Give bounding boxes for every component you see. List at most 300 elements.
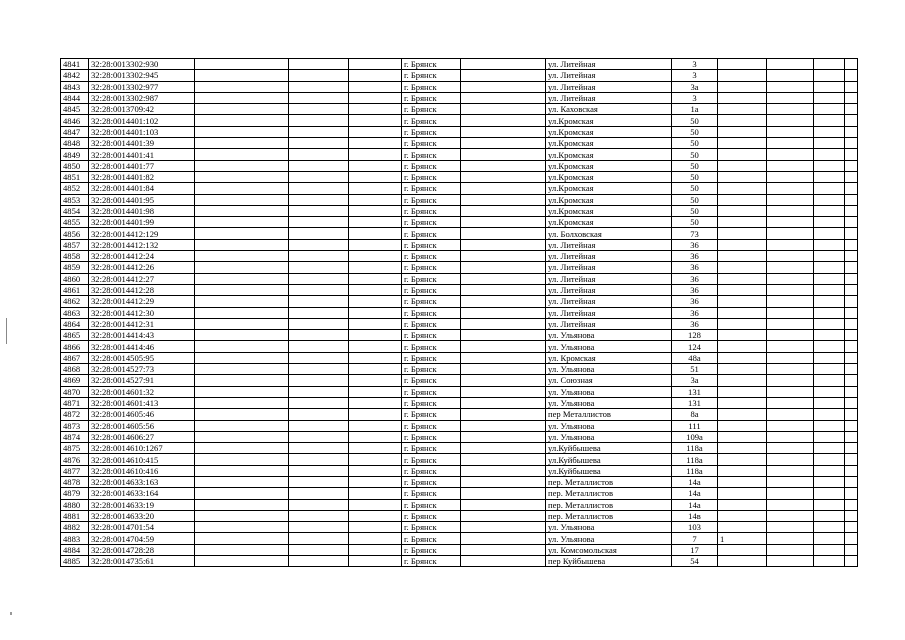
street: ул. Ульянова [546,533,672,544]
flat-number [718,330,767,341]
empty-cell [289,296,349,307]
row-number: 4851 [61,171,89,182]
flat-number [718,454,767,465]
cadastral-number: 32:28:0013709:42 [89,104,195,115]
house-number: 50 [672,138,718,149]
empty-cell [195,104,289,115]
city: г. Брянск [402,544,461,555]
city: г. Брянск [402,556,461,567]
empty-cell [845,262,858,273]
house-number: 50 [672,183,718,194]
empty-cell [289,397,349,408]
house-number: 3 [672,70,718,81]
flat-number [718,386,767,397]
city: г. Брянск [402,160,461,171]
empty-cell [767,556,814,567]
empty-cell [845,126,858,137]
empty-cell [349,296,402,307]
empty-cell [814,510,845,521]
empty-cell [767,217,814,228]
empty-cell [814,239,845,250]
empty-cell [767,330,814,341]
empty-cell [845,296,858,307]
empty-cell [461,81,546,92]
row-number: 4880 [61,499,89,510]
empty-cell [289,284,349,295]
empty-cell [195,81,289,92]
empty-cell [349,239,402,250]
city: г. Брянск [402,273,461,284]
empty-cell [814,307,845,318]
flat-number [718,126,767,137]
empty-cell [767,284,814,295]
row-number: 4871 [61,397,89,408]
cadastral-number: 32:28:0014401:77 [89,160,195,171]
empty-cell [289,171,349,182]
house-number: 54 [672,556,718,567]
empty-cell [289,251,349,262]
empty-cell [845,522,858,533]
empty-cell [767,183,814,194]
table-row [61,375,858,386]
flat-number [718,273,767,284]
cadastral-number: 32:28:0014414:43 [89,330,195,341]
empty-cell [349,138,402,149]
city: г. Брянск [402,251,461,262]
empty-cell [845,307,858,318]
city: г. Брянск [402,443,461,454]
house-number: 36 [672,239,718,250]
street: ул. Литейная [546,262,672,273]
city: г. Брянск [402,454,461,465]
empty-cell [289,273,349,284]
row-number: 4876 [61,454,89,465]
cadastral-number: 32:28:0014728:28 [89,544,195,555]
empty-cell [195,476,289,487]
table-row [61,296,858,307]
empty-cell [461,364,546,375]
empty-cell [461,239,546,250]
table-row [61,251,858,262]
empty-cell [349,262,402,273]
flat-number [718,171,767,182]
street: ул. Литейная [546,307,672,318]
empty-cell [461,307,546,318]
empty-cell [814,409,845,420]
flat-number [718,499,767,510]
cadastral-number: 32:28:0014401:98 [89,205,195,216]
table-row [61,397,858,408]
empty-cell [195,443,289,454]
empty-cell [814,194,845,205]
city: г. Брянск [402,81,461,92]
empty-cell [461,431,546,442]
empty-cell [289,476,349,487]
empty-cell [195,126,289,137]
empty-cell [349,228,402,239]
empty-cell [349,273,402,284]
house-number: 50 [672,149,718,160]
flat-number [718,149,767,160]
empty-cell [349,341,402,352]
cadastral-number: 32:28:0014601:32 [89,386,195,397]
empty-cell [814,138,845,149]
row-number: 4885 [61,556,89,567]
row-number: 4843 [61,81,89,92]
empty-cell [767,104,814,115]
table-row [61,149,858,160]
house-number: 51 [672,364,718,375]
table-row [61,307,858,318]
house-number: 50 [672,217,718,228]
empty-cell [461,375,546,386]
flat-number [718,251,767,262]
empty-cell [289,330,349,341]
street: ул. Ульянова [546,330,672,341]
table-row [61,352,858,363]
city: г. Брянск [402,104,461,115]
table-row [61,443,858,454]
empty-cell [845,375,858,386]
cadastral-number: 32:28:0013302:977 [89,81,195,92]
empty-cell [845,533,858,544]
empty-cell [349,499,402,510]
house-number: 124 [672,341,718,352]
empty-cell [289,115,349,126]
empty-cell [461,488,546,499]
empty-cell [195,420,289,431]
street: ул.Кромская [546,183,672,194]
empty-cell [195,352,289,363]
house-number: 50 [672,126,718,137]
empty-cell [461,70,546,81]
city: г. Брянск [402,194,461,205]
city: г. Брянск [402,510,461,521]
cadastral-number: 32:28:0014401:99 [89,217,195,228]
flat-number [718,284,767,295]
flat-number [718,318,767,329]
empty-cell [814,522,845,533]
house-number: 17 [672,544,718,555]
empty-cell [767,205,814,216]
house-number: 3 [672,59,718,70]
city: г. Брянск [402,205,461,216]
street: ул.Кромская [546,194,672,205]
house-number: 14а [672,476,718,487]
empty-cell [349,92,402,103]
street: ул. Ульянова [546,341,672,352]
city: г. Брянск [402,341,461,352]
city: г. Брянск [402,431,461,442]
cadastral-number: 32:28:0014412:26 [89,262,195,273]
cadastral-number: 32:28:0014701:54 [89,522,195,533]
empty-cell [195,330,289,341]
street: ул.Кромская [546,160,672,171]
empty-cell [767,431,814,442]
empty-cell [845,443,858,454]
cadastral-number: 32:28:0014414:46 [89,341,195,352]
empty-cell [195,92,289,103]
empty-cell [845,499,858,510]
flat-number [718,364,767,375]
street: ул. Ульянова [546,364,672,375]
flat-number [718,341,767,352]
city: г. Брянск [402,183,461,194]
empty-cell [349,544,402,555]
empty-cell [845,341,858,352]
city: г. Брянск [402,217,461,228]
empty-cell [845,59,858,70]
empty-cell [195,217,289,228]
empty-cell [814,533,845,544]
empty-cell [767,476,814,487]
flat-number [718,375,767,386]
empty-cell [349,126,402,137]
empty-cell [195,544,289,555]
empty-cell [461,420,546,431]
empty-cell [349,364,402,375]
empty-cell [814,341,845,352]
flat-number [718,138,767,149]
street: ул. Ульянова [546,431,672,442]
empty-cell [461,397,546,408]
empty-cell [814,104,845,115]
street: ул. Ульянова [546,420,672,431]
empty-cell [767,149,814,160]
city: г. Брянск [402,262,461,273]
flat-number [718,217,767,228]
cadastral-number: 32:28:0014412:132 [89,239,195,250]
empty-cell [289,205,349,216]
street: ул.Куйбышева [546,454,672,465]
empty-cell [845,465,858,476]
empty-cell [195,183,289,194]
empty-cell [845,386,858,397]
empty-cell [289,341,349,352]
flat-number [718,160,767,171]
table-row [61,454,858,465]
empty-cell [767,510,814,521]
street: ул.Куйбышева [546,443,672,454]
flat-number [718,397,767,408]
empty-cell [461,262,546,273]
empty-cell [349,307,402,318]
house-number: 48а [672,352,718,363]
empty-cell [289,228,349,239]
empty-cell [845,273,858,284]
row-number: 4873 [61,420,89,431]
empty-cell [349,59,402,70]
flat-number: 1 [718,533,767,544]
empty-cell [349,104,402,115]
street: ул. Литейная [546,284,672,295]
flat-number [718,522,767,533]
empty-cell [195,262,289,273]
empty-cell [289,217,349,228]
empty-cell [349,81,402,92]
empty-cell [461,499,546,510]
cadastral-number: 32:28:0014606:27 [89,431,195,442]
empty-cell [289,556,349,567]
city: г. Брянск [402,171,461,182]
house-number: 1а [672,104,718,115]
empty-cell [195,510,289,521]
empty-cell [289,465,349,476]
city: г. Брянск [402,318,461,329]
house-number: 118а [672,443,718,454]
empty-cell [349,409,402,420]
table-row [61,273,858,284]
empty-cell [814,251,845,262]
flat-number [718,70,767,81]
empty-cell [845,171,858,182]
empty-cell [461,409,546,420]
flat-number [718,183,767,194]
empty-cell [814,273,845,284]
street: ул. Ульянова [546,386,672,397]
street: ул. Литейная [546,318,672,329]
empty-cell [845,364,858,375]
cadastral-number: 32:28:0014605:46 [89,409,195,420]
empty-cell [349,284,402,295]
empty-cell [349,431,402,442]
empty-cell [289,160,349,171]
empty-cell [461,59,546,70]
empty-cell [289,510,349,521]
row-number: 4841 [61,59,89,70]
empty-cell [767,341,814,352]
row-number: 4856 [61,228,89,239]
table-row [61,205,858,216]
empty-cell [814,397,845,408]
empty-cell [814,217,845,228]
flat-number [718,556,767,567]
city: г. Брянск [402,228,461,239]
empty-cell [289,386,349,397]
house-number: 36 [672,251,718,262]
empty-cell [195,284,289,295]
empty-cell [767,296,814,307]
empty-cell [349,115,402,126]
house-number: 131 [672,397,718,408]
table-row [61,420,858,431]
empty-cell [814,420,845,431]
house-number: 50 [672,115,718,126]
street: ул. Литейная [546,296,672,307]
empty-cell [461,330,546,341]
empty-cell [349,510,402,521]
row-number: 4869 [61,375,89,386]
empty-cell [845,115,858,126]
empty-cell [195,194,289,205]
empty-cell [289,352,349,363]
cadastral-number: 32:28:0014704:59 [89,533,195,544]
empty-cell [349,397,402,408]
cadastral-number: 32:28:0014412:30 [89,307,195,318]
table-row [61,330,858,341]
street: ул. Каховская [546,104,672,115]
flat-number [718,59,767,70]
city: г. Брянск [402,488,461,499]
cadastral-number: 32:28:0014412:27 [89,273,195,284]
empty-cell [289,318,349,329]
street: ул. Комсомольская [546,544,672,555]
table-row [61,126,858,137]
flat-number [718,228,767,239]
house-number: 111 [672,420,718,431]
street: ул. Ульянова [546,397,672,408]
house-number: 118а [672,454,718,465]
empty-cell [845,420,858,431]
row-number: 4858 [61,251,89,262]
flat-number [718,465,767,476]
city: г. Брянск [402,364,461,375]
house-number: 36 [672,318,718,329]
flat-number [718,431,767,442]
empty-cell [195,138,289,149]
street: ул. Ульянова [546,522,672,533]
empty-cell [767,488,814,499]
empty-cell [289,522,349,533]
empty-cell [767,194,814,205]
empty-cell [349,183,402,194]
row-number: 4845 [61,104,89,115]
city: г. Брянск [402,149,461,160]
cadastral-number: 32:28:0014633:163 [89,476,195,487]
house-number: 50 [672,194,718,205]
city: г. Брянск [402,522,461,533]
cadastral-number: 32:28:0013302:987 [89,92,195,103]
street: пер Металлистов [546,409,672,420]
empty-cell [845,556,858,567]
row-number: 4877 [61,465,89,476]
empty-cell [461,149,546,160]
street: ул. Болховская [546,228,672,239]
empty-cell [461,284,546,295]
empty-cell [195,149,289,160]
registry-body [61,59,858,567]
empty-cell [461,115,546,126]
row-number: 4860 [61,273,89,284]
empty-cell [767,375,814,386]
row-number: 4865 [61,330,89,341]
table-row [61,92,858,103]
table-row [61,386,858,397]
row-number: 4867 [61,352,89,363]
empty-cell [461,544,546,555]
empty-cell [349,556,402,567]
empty-cell [195,171,289,182]
empty-cell [289,499,349,510]
empty-cell [461,92,546,103]
city: г. Брянск [402,307,461,318]
city: г. Брянск [402,138,461,149]
empty-cell [814,205,845,216]
table-row [61,104,858,115]
table-row [61,544,858,555]
empty-cell [195,397,289,408]
empty-cell [195,228,289,239]
empty-cell [767,420,814,431]
empty-cell [195,205,289,216]
empty-cell [767,544,814,555]
empty-cell [289,454,349,465]
table-row [61,160,858,171]
cadastral-number: 32:28:0014412:129 [89,228,195,239]
table-row [61,488,858,499]
cadastral-number: 32:28:0014401:41 [89,149,195,160]
city: г. Брянск [402,533,461,544]
